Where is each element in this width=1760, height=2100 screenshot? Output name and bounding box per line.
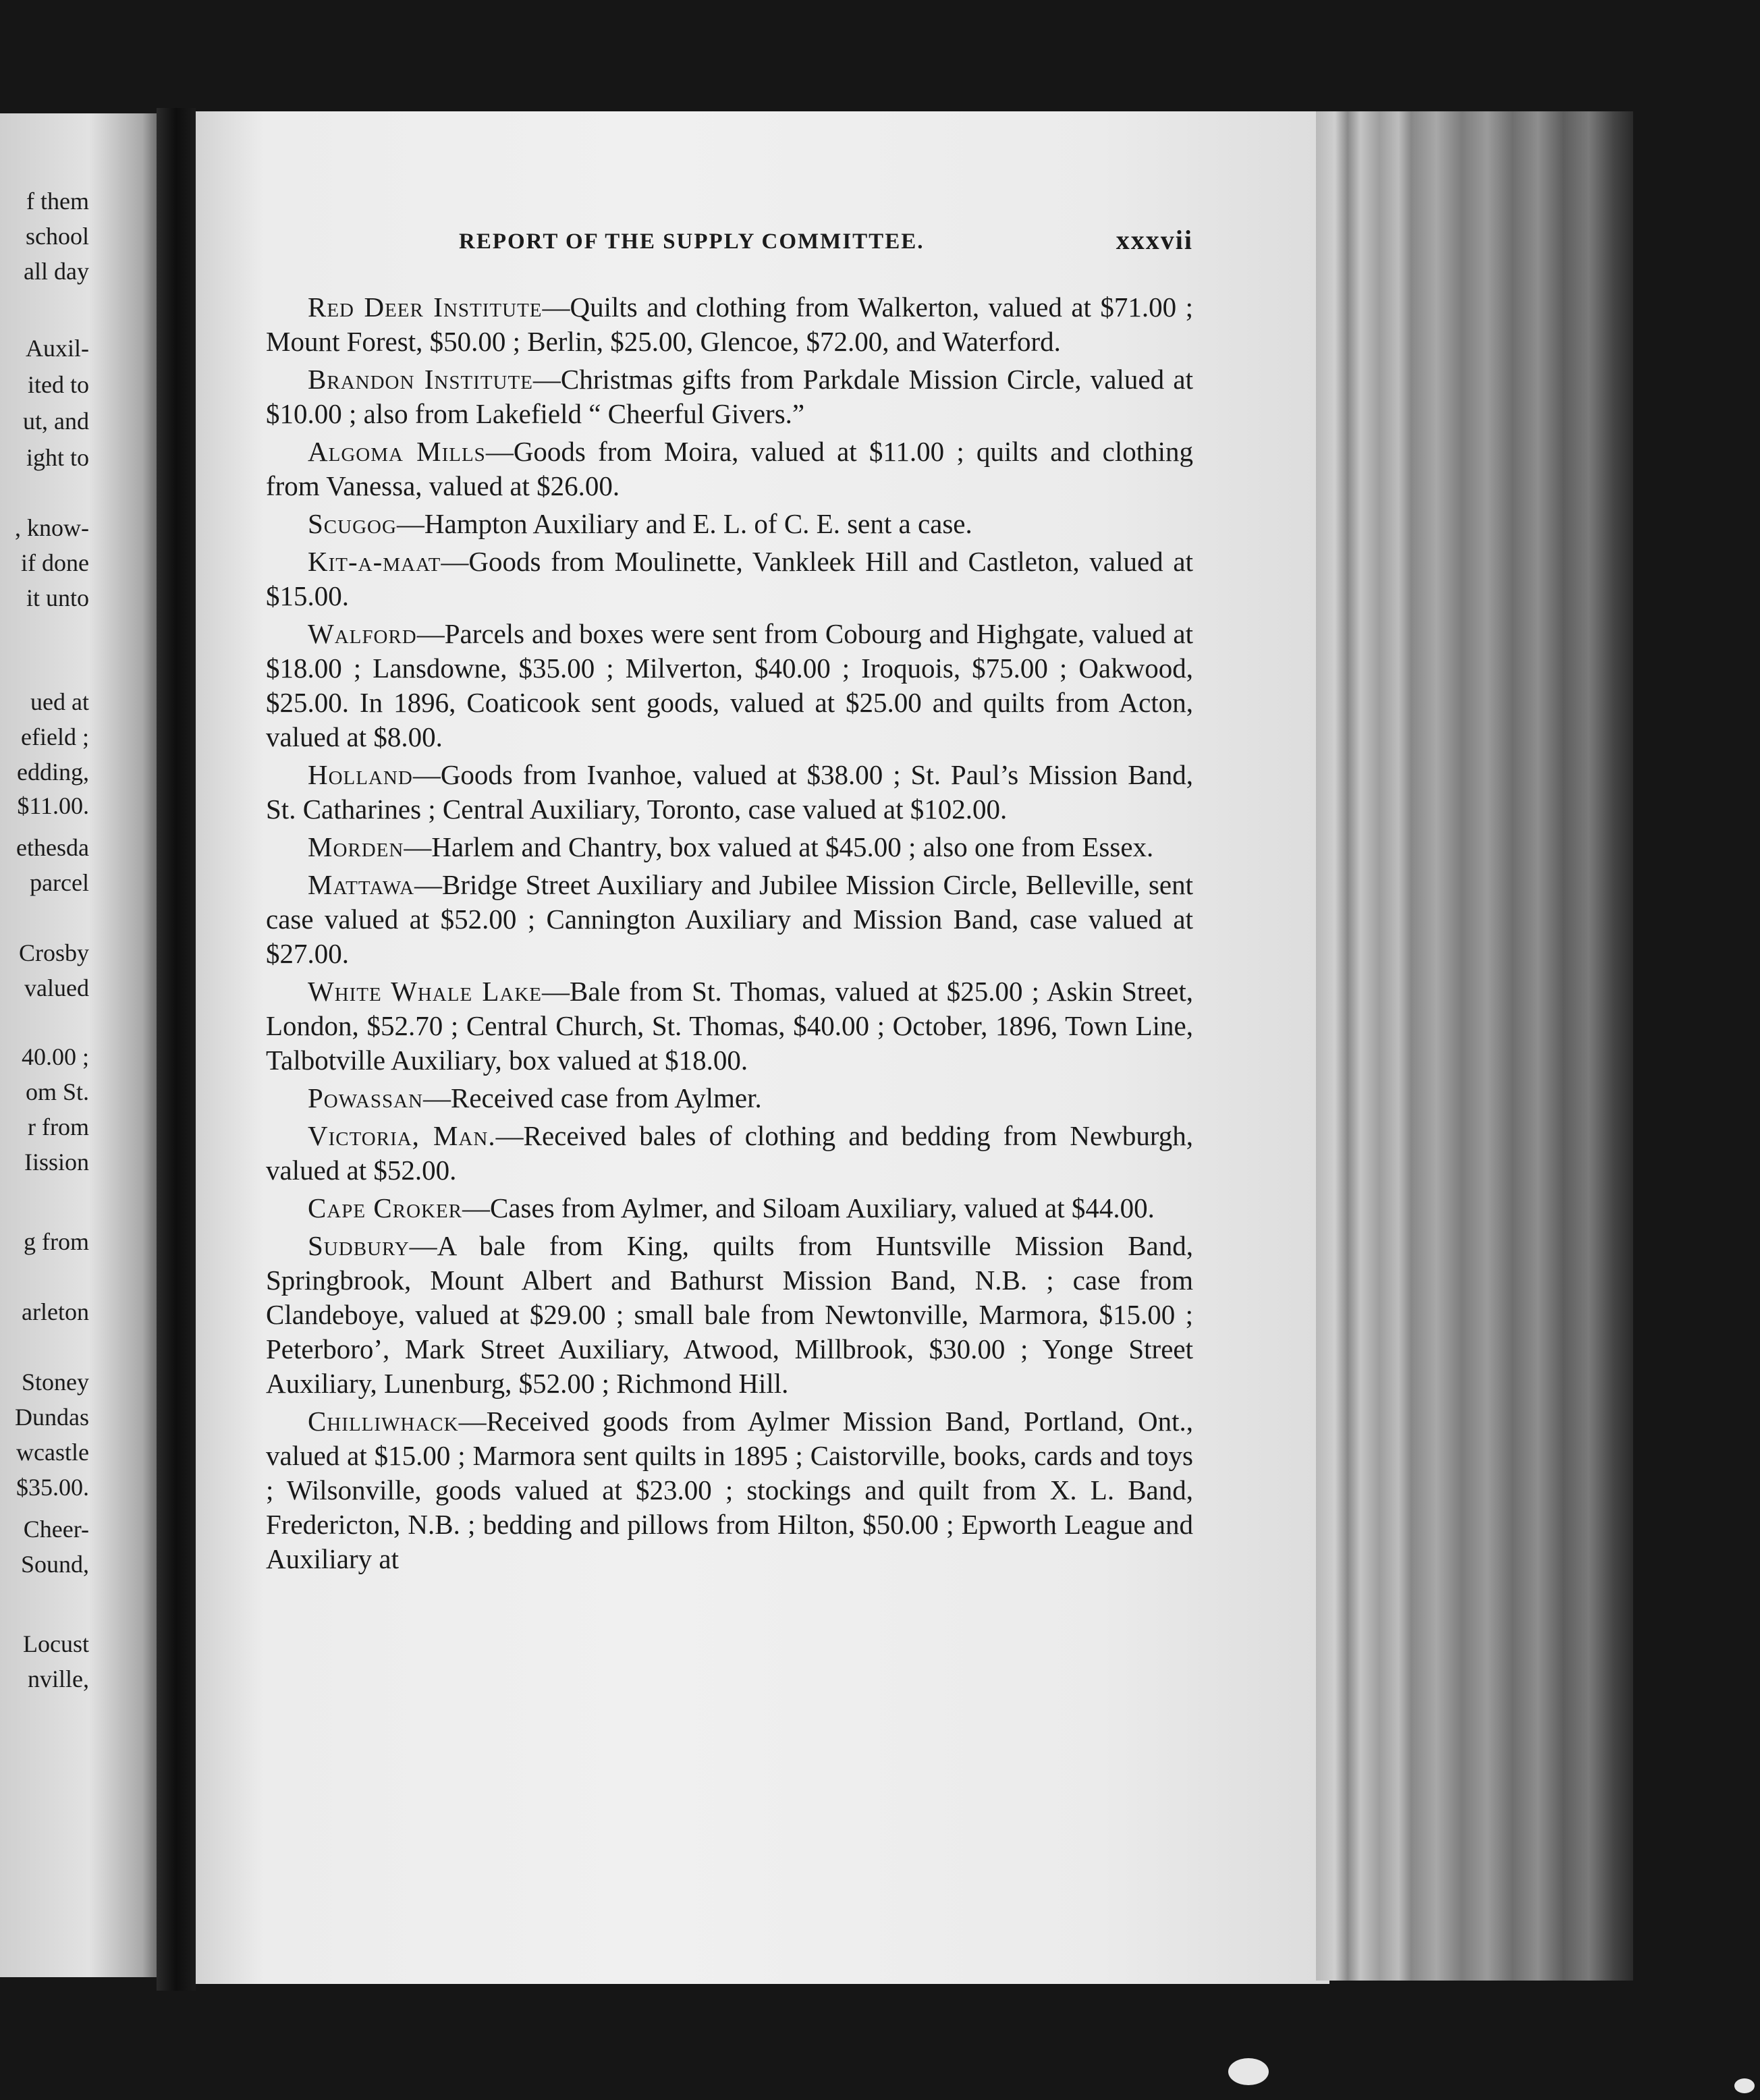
- page-block-edges: [1316, 111, 1633, 1981]
- report-entry: [266, 1081, 1193, 1115]
- facing-page-line: efield ;: [21, 723, 89, 750]
- facing-page-line: ued at: [30, 688, 89, 715]
- page-header-title: REPORT OF THE SUPPLY COMMITTEE.: [459, 229, 925, 254]
- entry-place-name: Red Deer Institute: [308, 292, 543, 323]
- entry-place-name: Powassan: [308, 1082, 423, 1113]
- entry-text: —Quilts and clothing from Walkerton, valued at $71.00 ; Mount Forest, $50.00 ; Berlin, $25.00, Glencoe, $72.00, and Waterford.: [266, 292, 1193, 357]
- facing-page-line: ight to: [26, 444, 89, 471]
- facing-page-line: valued: [24, 974, 89, 1001]
- facing-page-line: nville,: [28, 1665, 89, 1692]
- entry-place-name: Scugog: [308, 508, 397, 539]
- dust-speck: [1734, 2078, 1755, 2093]
- entry-place-name: Walford: [308, 618, 417, 649]
- entry-text: —Received bales of clothing and bedding from Newburgh, valued at $52.00.: [266, 1120, 1194, 1186]
- entry-place-name: Morden: [308, 831, 404, 862]
- report-entry: [266, 974, 1193, 1078]
- facing-page-line: Stoney: [21, 1369, 89, 1396]
- entry-place-name: Sudbury: [308, 1230, 410, 1261]
- report-entry: [266, 545, 1193, 613]
- facing-page-line: f them: [26, 188, 89, 215]
- facing-page-text: [0, 113, 89, 1977]
- entry-place-name: Victoria, Man.: [308, 1120, 496, 1151]
- facing-page-line: , know-: [15, 514, 89, 541]
- facing-page-line: wcastle: [16, 1439, 89, 1466]
- facing-page-line: school: [26, 223, 89, 250]
- entry-text: —Goods from Moira, valued at $11.00 ; quilts and clothing from Vanessa, valued at $26.00.: [266, 436, 1194, 501]
- facing-page-line: 40.00 ;: [21, 1043, 89, 1070]
- entry-place-name: Chilliwhack: [308, 1406, 459, 1437]
- report-entry: [266, 1404, 1193, 1576]
- entry-place-name: Kit-a-maat: [308, 546, 441, 577]
- report-entry: [266, 435, 1193, 503]
- facing-page-line: ethesda: [16, 834, 89, 861]
- report-entry: [266, 1191, 1193, 1225]
- report-entry: [266, 868, 1193, 971]
- entry-place-name: Cape Croker: [308, 1192, 463, 1223]
- entry-place-name: White Whale Lake: [308, 976, 542, 1007]
- facing-page-line: arleton: [22, 1298, 89, 1325]
- entry-text: —Goods from Moulinette, Vankleek Hill and Castleton, valued at $15.00.: [266, 546, 1193, 611]
- report-entry: [266, 617, 1193, 754]
- entry-text: —Received goods from Aylmer Mission Band, Portland, Ont., valued at $15.00 ; Marmora sent quilts in 1895 ; Caistorville, books, cards and toys ; Wilsonville, goods valued at $23.00 ; stockings and quilt from X. L. Band, Fredericton, N.B. ; bedding and pillows from Hilton, $50.00 ; Epworth League and Auxiliary at: [266, 1406, 1193, 1574]
- entry-text: —A bale from King, quilts from Huntsville Mission Band, Springbrook, Mount Albert and Bathurst Mission Band, N.B. ; case from Clandeboye, valued at $29.00 ; small bale from Newtonville, Marmora, $15.00 ; Peterboro’, Mark Street Auxiliary, Atwood, Millbrook, $30.00 ; Yonge Street Auxiliary, Lunenburg, $52.00 ; Richmond Hill.: [266, 1230, 1193, 1399]
- facing-page-line: $35.00.: [16, 1474, 89, 1501]
- entry-place-name: Holland: [308, 759, 413, 790]
- facing-page-line: ited to: [28, 371, 89, 398]
- report-entry: [266, 362, 1193, 431]
- running-head: [263, 220, 1193, 258]
- report-entry: [266, 1119, 1193, 1188]
- entry-text: —Cases from Aylmer, and Siloam Auxiliary, valued at $44.00.: [462, 1192, 1155, 1223]
- facing-page-line: Iission: [24, 1149, 89, 1176]
- facing-page-line: if done: [21, 549, 89, 576]
- report-entry: [266, 507, 1193, 541]
- entry-text: —Harlem and Chantry, box valued at $45.00 ; also one from Essex.: [404, 831, 1154, 862]
- entry-place-name: Mattawa: [308, 869, 415, 900]
- facing-page-line: Dundas: [15, 1404, 89, 1431]
- report-entry: [266, 290, 1193, 359]
- facing-page-line: Auxil-: [26, 335, 89, 362]
- entry-place-name: Brandon Institute: [308, 364, 533, 395]
- facing-page-line: r from: [28, 1113, 89, 1140]
- entry-place-name: Algoma Mills: [308, 436, 486, 467]
- page-number: xxxvii: [1116, 225, 1193, 255]
- report-body: [266, 290, 1193, 1580]
- book-gutter: [157, 108, 196, 1991]
- facing-page-line: om St.: [25, 1078, 89, 1105]
- dust-speck: [1228, 2058, 1269, 2085]
- facing-page-line: Locust: [23, 1630, 89, 1657]
- entry-text: —Hampton Auxiliary and E. L. of C. E. sent a case.: [396, 508, 972, 539]
- facing-page-line: all day: [24, 258, 89, 285]
- report-entry: [266, 830, 1193, 864]
- facing-page-line: Cheer-: [23, 1516, 89, 1543]
- entry-text: —Received case from Aylmer.: [423, 1082, 762, 1113]
- report-entry: [266, 758, 1193, 827]
- report-entry: [266, 1229, 1193, 1401]
- facing-page-line: g from: [24, 1228, 89, 1255]
- entry-text: —Christmas gifts from Parkdale Mission Circle, valued at $10.00 ; also from Lakefield “ Cheerful Givers.”: [266, 364, 1193, 429]
- facing-page-line: edding,: [17, 758, 89, 785]
- entry-text: —Bale from St. Thomas, valued at $25.00 ; Askin Street, London, $52.70 ; Central Church, St. Thomas, $40.00 ; October, 1896, Town Line, Talbotville Auxiliary, box valued at $18.00.: [266, 976, 1193, 1076]
- facing-page-line: it unto: [26, 584, 89, 611]
- entry-text: —Parcels and boxes were sent from Cobourg and Highgate, valued at $18.00 ; Lansdowne, $35.00 ; Milverton, $40.00 ; Iroquois, $75.00 ; Oakwood, $25.00. In 1896, Coaticook sent goods, valued at $25.00 and quilts from Acton, valued at $8.00.: [266, 618, 1193, 752]
- facing-page-line: Crosby: [18, 939, 89, 966]
- facing-page-line: parcel: [30, 869, 89, 896]
- facing-page-line: Sound,: [20, 1551, 89, 1578]
- entry-text: —Goods from Ivanhoe, valued at $38.00 ; St. Paul’s Mission Band, St. Catharines ; Central Auxiliary, Toronto, case valued at $102.00.: [266, 759, 1193, 825]
- facing-page-line: $11.00.: [17, 792, 89, 819]
- facing-page-fragment: [0, 113, 162, 1977]
- facing-page-line: ut, and: [23, 408, 89, 435]
- entry-text: —Bridge Street Auxiliary and Jubilee Mission Circle, Belleville, sent case valued at $52.00 ; Cannington Auxiliary and Mission Band, case valued at $27.00.: [266, 869, 1193, 969]
